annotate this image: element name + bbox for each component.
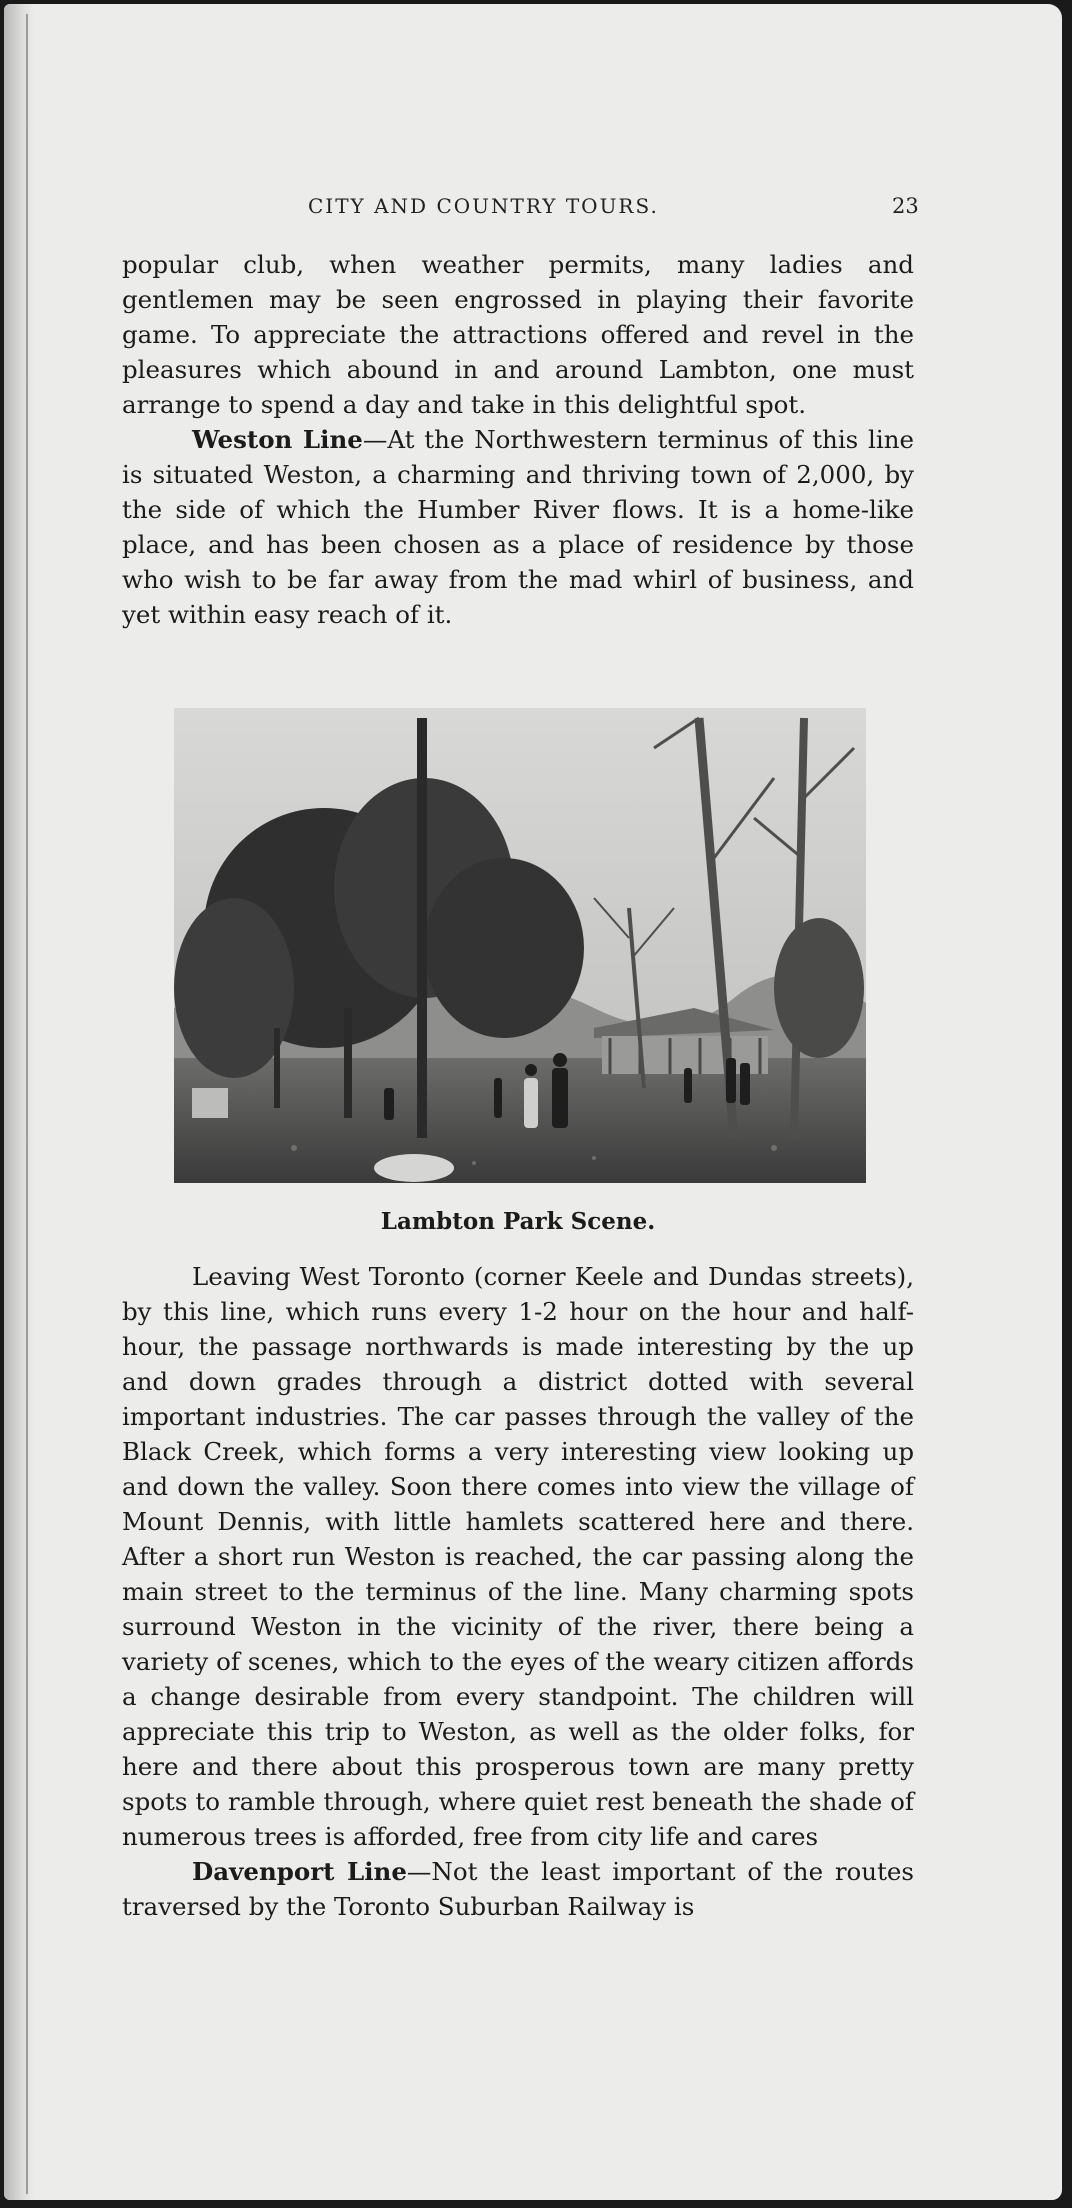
paragraph-davenport-line-text: —Not the least important of the routes traversed by the Toronto Suburban Railway is: [122, 1857, 915, 1921]
page-gutter: [4, 4, 34, 2200]
binding-edge: [26, 14, 28, 2194]
photo-caption: Lambton Park Scene.: [380, 1208, 656, 1235]
page-number: 23: [892, 194, 919, 218]
paragraph-weston-line-text: —At the Northwestern terminus of this line is situated Weston, a charming and thriving town of 2,000, by the side of which the Humber River flows. It is a home-like place, and has been chosen as a place of residence by those who wish to be far away from the mad whirl of business, and yet within easy reach of it.: [122, 425, 914, 629]
paragraph-lambton-club: popular club, when weather permits, many ladies and gentlemen may be seen engrossed in playing their favorite game. To appreciate the attractions offered and revel in the pleasures which abound in and around Lambton, one must arrange to spend a day and take in this delightful spot.: [122, 250, 914, 419]
run-in-heading-weston-line: Weston Line: [192, 425, 363, 454]
paragraph-west-toronto: Leaving West Toronto (corner Keele and Dundas streets), by this line, which runs every 1-2 hour on the hour and half-hour, the passage northwards is made interesting by the up and down grades through a district dotted with several important industries. The car passes through the valley of the Black Creek, which forms a very interesting view looking up and down the valley. Soon there comes into view the village of Mount Dennis, with little hamlets scattered here and there. After a short run Weston is reached, the car passing along the main street to the terminus of the line. Many charming spots surround Weston in the vicinity of the river, there being a variety of scenes, which to the eyes of the weary citizen affords a change desirable from every standpoint. The children will appreciate this trip to Weston, as well as the older folks, for here and there about this prosperous town are many pretty spots to ramble through, where quiet rest beneath the shade of numerous trees is afforded, free from city life and cares: [122, 1262, 914, 1851]
running-title: CITY AND COUNTRY TOURS.: [308, 194, 659, 218]
text-block-bottom: [122, 1259, 914, 1924]
paragraph-weston-line: [122, 422, 914, 632]
run-in-heading-davenport-line: Davenport Line: [192, 1857, 407, 1886]
paragraph-davenport-line: [122, 1854, 914, 1924]
text-block-top: [122, 247, 914, 632]
lambton-park-photo: [174, 708, 866, 1183]
